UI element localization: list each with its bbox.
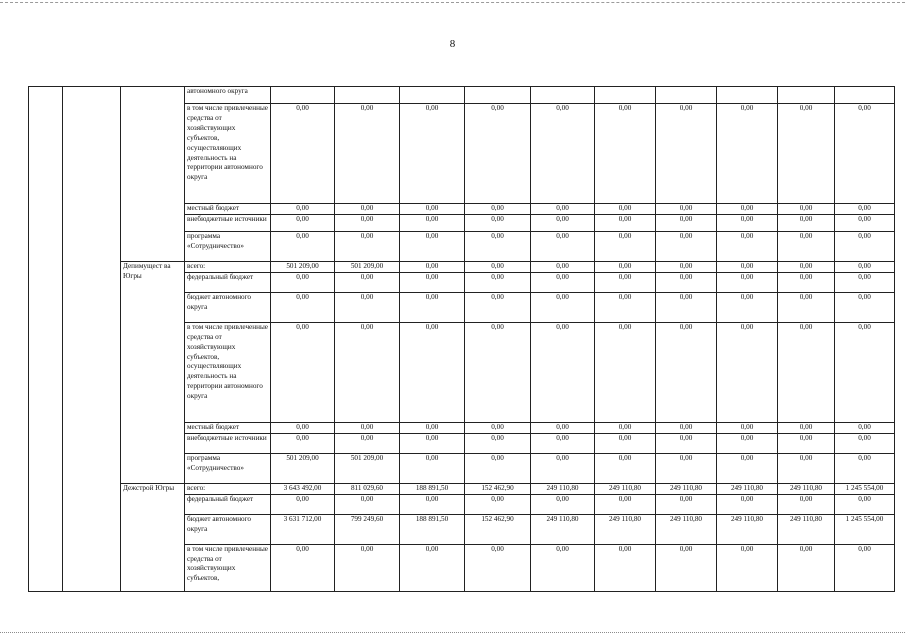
amount-cell: 0,00 <box>656 272 717 292</box>
amount-cell: 0,00 <box>595 453 656 483</box>
amount-cell: 0,00 <box>595 261 656 272</box>
amount-cell: 0,00 <box>271 544 335 591</box>
executor-cell: Депимущест ва Югры <box>121 261 185 483</box>
amount-cell: 0,00 <box>465 422 531 433</box>
amount-cell: 0,00 <box>465 544 531 591</box>
amount-cell: 0,00 <box>835 214 895 231</box>
amount-cell: 0,00 <box>271 494 335 514</box>
amount-cell: 0,00 <box>656 261 717 272</box>
amount-cell: 0,00 <box>778 422 835 433</box>
amount-cell: 0,00 <box>335 544 400 591</box>
amount-cell: 0,00 <box>778 104 835 204</box>
amount-cell: 0,00 <box>595 231 656 261</box>
amount-cell: 0,00 <box>835 104 895 204</box>
amount-cell: 0,00 <box>656 322 717 422</box>
funding-source-cell: внебюджетные источники <box>185 433 271 453</box>
amount-cell: 799 249,60 <box>335 514 400 544</box>
amount-cell: 0,00 <box>717 292 778 322</box>
amount-cell <box>778 87 835 104</box>
amount-cell: 0,00 <box>656 453 717 483</box>
amount-cell: 0,00 <box>400 494 465 514</box>
funding-source-cell: федеральный бюджет <box>185 272 271 292</box>
funding-source-cell: всего: <box>185 483 271 494</box>
amount-cell <box>717 87 778 104</box>
amount-cell: 0,00 <box>465 494 531 514</box>
amount-cell: 249 110,80 <box>595 483 656 494</box>
amount-cell <box>531 87 595 104</box>
amount-cell: 0,00 <box>835 433 895 453</box>
amount-cell: 0,00 <box>465 204 531 215</box>
amount-cell: 0,00 <box>531 544 595 591</box>
amount-cell <box>335 87 400 104</box>
page-number: 8 <box>449 38 456 50</box>
amount-cell: 0,00 <box>531 453 595 483</box>
amount-cell: 0,00 <box>271 272 335 292</box>
amount-cell: 249 110,80 <box>531 483 595 494</box>
funding-source-cell: местный бюджет <box>185 204 271 215</box>
amount-cell: 0,00 <box>656 204 717 215</box>
amount-cell: 0,00 <box>400 422 465 433</box>
amount-cell: 0,00 <box>271 104 335 204</box>
amount-cell: 0,00 <box>465 272 531 292</box>
amount-cell: 0,00 <box>400 322 465 422</box>
amount-cell: 0,00 <box>835 453 895 483</box>
amount-cell: 0,00 <box>335 214 400 231</box>
amount-cell: 0,00 <box>835 292 895 322</box>
amount-cell: 3 631 712,00 <box>271 514 335 544</box>
amount-cell: 0,00 <box>595 422 656 433</box>
amount-cell: 0,00 <box>835 422 895 433</box>
amount-cell: 0,00 <box>778 453 835 483</box>
amount-cell: 0,00 <box>717 231 778 261</box>
amount-cell: 0,00 <box>531 272 595 292</box>
amount-cell: 0,00 <box>717 104 778 204</box>
amount-cell <box>835 87 895 104</box>
amount-cell: 0,00 <box>465 104 531 204</box>
funding-source-cell: автономного округа <box>185 87 271 104</box>
amount-cell <box>400 87 465 104</box>
amount-cell: 0,00 <box>531 261 595 272</box>
amount-cell: 0,00 <box>465 214 531 231</box>
amount-cell: 501 209,00 <box>335 453 400 483</box>
amount-cell: 0,00 <box>717 544 778 591</box>
amount-cell: 0,00 <box>656 422 717 433</box>
amount-cell: 0,00 <box>531 104 595 204</box>
amount-cell: 0,00 <box>595 272 656 292</box>
amount-cell: 0,00 <box>271 231 335 261</box>
funding-source-cell: программа «Сотрудничество» <box>185 453 271 483</box>
amount-cell: 501 209,00 <box>271 261 335 272</box>
amount-cell: 0,00 <box>531 433 595 453</box>
budget-table <box>28 86 895 592</box>
amount-cell: 0,00 <box>531 204 595 215</box>
funding-source-cell: программа «Сотрудничество» <box>185 231 271 261</box>
amount-cell: 0,00 <box>656 104 717 204</box>
amount-cell: 0,00 <box>595 292 656 322</box>
amount-cell: 0,00 <box>531 231 595 261</box>
amount-cell: 0,00 <box>717 453 778 483</box>
amount-cell: 0,00 <box>656 494 717 514</box>
amount-cell: 0,00 <box>465 231 531 261</box>
amount-cell: 0,00 <box>835 261 895 272</box>
amount-cell: 0,00 <box>400 231 465 261</box>
amount-cell: 0,00 <box>400 453 465 483</box>
amount-cell <box>656 87 717 104</box>
table-body <box>29 87 895 592</box>
amount-cell <box>271 87 335 104</box>
amount-cell: 0,00 <box>595 494 656 514</box>
funding-source-cell: бюджет автономного округа <box>185 292 271 322</box>
amount-cell: 501 209,00 <box>271 453 335 483</box>
amount-cell <box>595 87 656 104</box>
amount-cell: 0,00 <box>717 272 778 292</box>
amount-cell: 0,00 <box>717 494 778 514</box>
funding-source-cell: федеральный бюджет <box>185 494 271 514</box>
amount-cell: 0,00 <box>400 544 465 591</box>
amount-cell: 0,00 <box>465 433 531 453</box>
funding-source-cell: в том числе привлеченные средства от хозяйствующих субъектов, <box>185 544 271 591</box>
funding-source-cell: в том числе привлеченные средства от хозяйствующих субъектов, осуществляющих деятельность на территории автономного округа <box>185 104 271 204</box>
amount-cell: 249 110,80 <box>717 483 778 494</box>
amount-cell: 0,00 <box>656 231 717 261</box>
blank-col-a <box>29 87 63 592</box>
amount-cell: 0,00 <box>271 204 335 215</box>
amount-cell: 0,00 <box>717 204 778 215</box>
amount-cell: 0,00 <box>271 433 335 453</box>
amount-cell: 0,00 <box>271 214 335 231</box>
amount-cell: 249 110,80 <box>656 483 717 494</box>
funding-source-cell: местный бюджет <box>185 422 271 433</box>
amount-cell: 0,00 <box>835 544 895 591</box>
amount-cell: 0,00 <box>835 204 895 215</box>
amount-cell: 0,00 <box>335 422 400 433</box>
amount-cell: 0,00 <box>835 494 895 514</box>
amount-cell: 249 110,80 <box>531 514 595 544</box>
amount-cell: 249 110,80 <box>717 514 778 544</box>
amount-cell: 0,00 <box>778 292 835 322</box>
amount-cell: 0,00 <box>835 272 895 292</box>
amount-cell: 0,00 <box>717 261 778 272</box>
amount-cell: 0,00 <box>335 322 400 422</box>
amount-cell: 0,00 <box>835 231 895 261</box>
amount-cell: 0,00 <box>271 292 335 322</box>
amount-cell: 0,00 <box>717 433 778 453</box>
amount-cell: 1 245 554,00 <box>835 514 895 544</box>
amount-cell: 0,00 <box>595 214 656 231</box>
amount-cell: 0,00 <box>531 214 595 231</box>
amount-cell: 0,00 <box>835 322 895 422</box>
amount-cell: 0,00 <box>717 422 778 433</box>
amount-cell: 0,00 <box>465 261 531 272</box>
funding-source-cell: внебюджетные источники <box>185 214 271 231</box>
funding-source-cell: всего: <box>185 261 271 272</box>
table-row <box>29 87 895 104</box>
amount-cell: 188 891,50 <box>400 483 465 494</box>
amount-cell: 0,00 <box>335 204 400 215</box>
amount-cell: 0,00 <box>778 204 835 215</box>
amount-cell: 0,00 <box>595 544 656 591</box>
amount-cell: 0,00 <box>656 544 717 591</box>
amount-cell: 0,00 <box>400 204 465 215</box>
amount-cell: 0,00 <box>531 322 595 422</box>
amount-cell: 0,00 <box>465 292 531 322</box>
amount-cell: 0,00 <box>271 422 335 433</box>
amount-cell: 0,00 <box>335 104 400 204</box>
amount-cell: 152 462,90 <box>465 514 531 544</box>
amount-cell: 188 891,50 <box>400 514 465 544</box>
amount-cell: 0,00 <box>778 544 835 591</box>
amount-cell: 0,00 <box>531 494 595 514</box>
amount-cell: 0,00 <box>778 322 835 422</box>
amount-cell: 0,00 <box>595 433 656 453</box>
amount-cell: 0,00 <box>656 214 717 231</box>
amount-cell: 0,00 <box>778 214 835 231</box>
amount-cell: 811 029,60 <box>335 483 400 494</box>
amount-cell: 0,00 <box>656 292 717 322</box>
amount-cell: 0,00 <box>778 261 835 272</box>
scan-edge-top <box>0 2 905 3</box>
amount-cell: 0,00 <box>717 322 778 422</box>
amount-cell: 0,00 <box>400 292 465 322</box>
amount-cell: 0,00 <box>778 231 835 261</box>
funding-source-cell: в том числе привлеченные средства от хозяйствующих субъектов, осуществляющих деятельность на территории автономного округа <box>185 322 271 422</box>
table-row <box>29 261 895 272</box>
amount-cell: 0,00 <box>465 453 531 483</box>
amount-cell: 249 110,80 <box>656 514 717 544</box>
amount-cell: 152 462,90 <box>465 483 531 494</box>
amount-cell: 0,00 <box>335 272 400 292</box>
amount-cell: 0,00 <box>531 422 595 433</box>
amount-cell: 0,00 <box>778 272 835 292</box>
amount-cell: 0,00 <box>400 104 465 204</box>
amount-cell <box>465 87 531 104</box>
amount-cell: 0,00 <box>531 292 595 322</box>
amount-cell: 0,00 <box>400 261 465 272</box>
amount-cell: 0,00 <box>595 104 656 204</box>
amount-cell: 0,00 <box>717 214 778 231</box>
amount-cell: 0,00 <box>400 272 465 292</box>
amount-cell: 0,00 <box>595 204 656 215</box>
amount-cell: 0,00 <box>400 433 465 453</box>
amount-cell: 0,00 <box>335 494 400 514</box>
amount-cell: 0,00 <box>335 433 400 453</box>
amount-cell: 0,00 <box>778 433 835 453</box>
table-row <box>29 483 895 494</box>
blank-col-b <box>63 87 121 592</box>
amount-cell: 0,00 <box>595 322 656 422</box>
amount-cell: 249 110,80 <box>595 514 656 544</box>
amount-cell: 0,00 <box>271 322 335 422</box>
executor-cell <box>121 87 185 262</box>
amount-cell: 501 209,00 <box>335 261 400 272</box>
amount-cell: 1 245 554,00 <box>835 483 895 494</box>
amount-cell: 0,00 <box>335 292 400 322</box>
scan-edge-bottom <box>0 632 905 633</box>
amount-cell: 0,00 <box>400 214 465 231</box>
amount-cell: 249 110,80 <box>778 514 835 544</box>
executor-cell: Дежстрой Югры <box>121 483 185 591</box>
amount-cell: 3 643 492,00 <box>271 483 335 494</box>
amount-cell: 0,00 <box>335 231 400 261</box>
amount-cell: 0,00 <box>465 322 531 422</box>
amount-cell: 249 110,80 <box>778 483 835 494</box>
amount-cell: 0,00 <box>778 494 835 514</box>
funding-source-cell: бюджет автономного округа <box>185 514 271 544</box>
amount-cell: 0,00 <box>656 433 717 453</box>
